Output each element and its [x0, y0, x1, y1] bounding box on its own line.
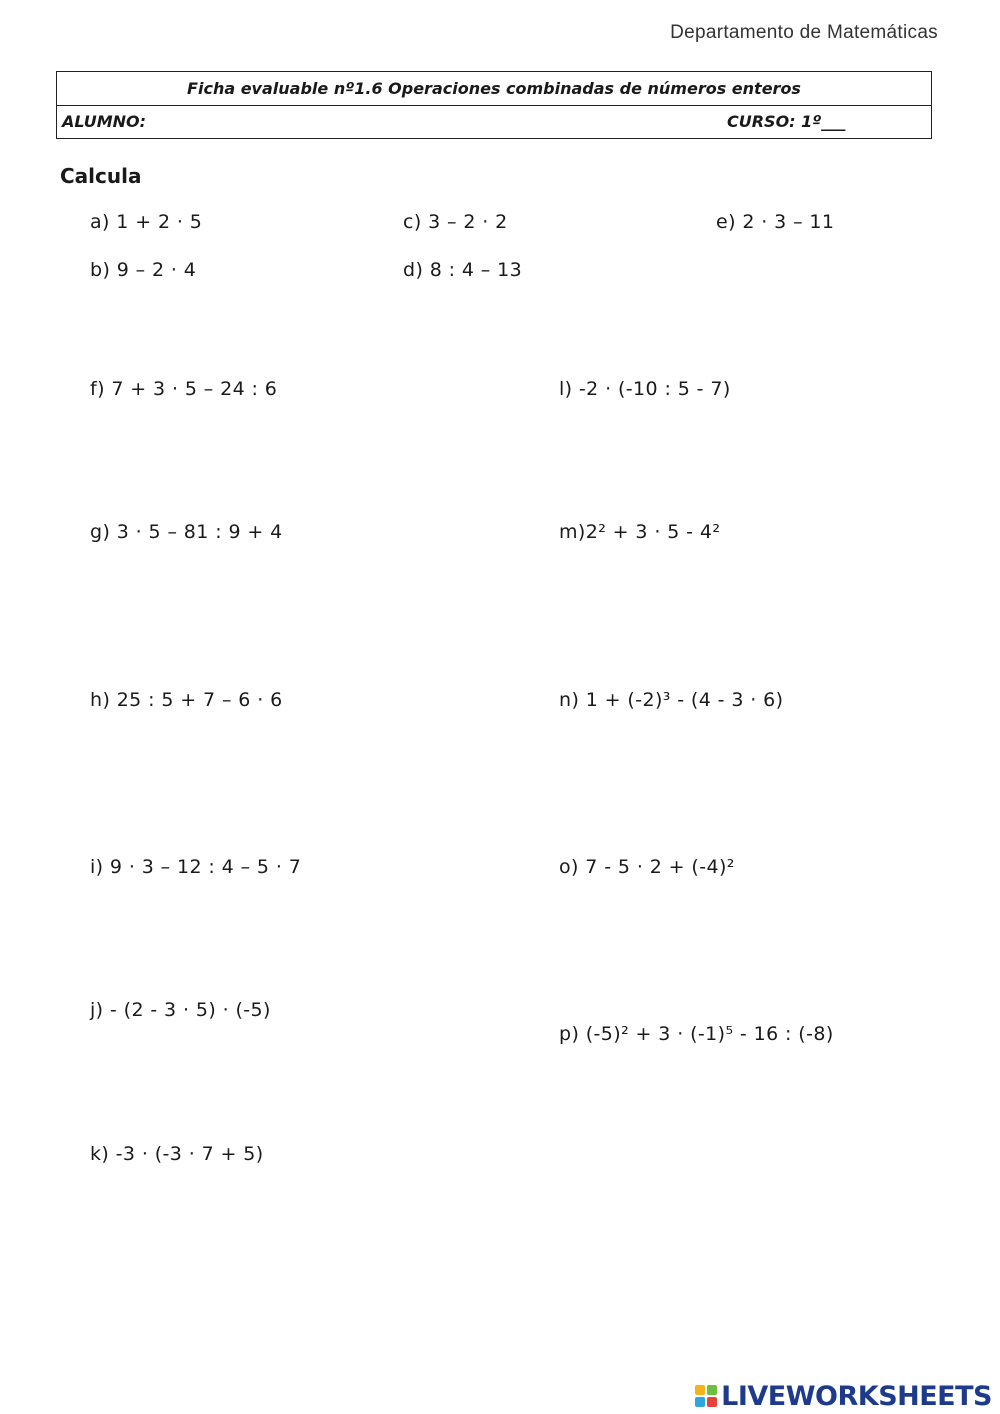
exercise-g: g) 3 · 5 – 81 : 9 + 4 — [90, 521, 283, 543]
worksheet-title: Ficha evaluable nº1.6 Operaciones combinadas de números enteros — [57, 72, 931, 106]
exercise-n: n) 1 + (-2)³ - (4 - 3 · 6) — [559, 689, 784, 711]
logo-square-3 — [695, 1397, 705, 1407]
course-label: CURSO: 1º___ — [727, 112, 846, 131]
exercise-l: l) -2 · (-10 : 5 - 7) — [559, 378, 731, 400]
exercise-b: b) 9 – 2 · 4 — [90, 259, 197, 281]
exercise-d: d) 8 : 4 – 13 — [403, 259, 523, 281]
logo-text: LIVEWORKSHEETS — [721, 1380, 992, 1412]
student-label: ALUMNO: — [62, 112, 147, 131]
exercise-o: o) 7 - 5 · 2 + (-4)² — [559, 856, 735, 878]
exercise-a: a) 1 + 2 · 5 — [90, 211, 203, 233]
exercise-p: p) (-5)² + 3 · (-1)⁵ - 16 : (-8) — [559, 1023, 834, 1045]
worksheet-header — [56, 71, 932, 139]
department-label: Departamento de Matemáticas — [670, 22, 938, 43]
logo-square-4 — [707, 1397, 717, 1407]
exercise-e: e) 2 · 3 – 11 — [716, 211, 835, 233]
logo-square-2 — [707, 1385, 717, 1395]
exercise-k: k) -3 · (-3 · 7 + 5) — [90, 1143, 264, 1165]
logo-square-1 — [695, 1385, 705, 1395]
exercise-h: h) 25 : 5 + 7 – 6 · 6 — [90, 689, 283, 711]
exercise-i: i) 9 · 3 – 12 : 4 – 5 · 7 — [90, 856, 302, 878]
exercise-m: m)2² + 3 · 5 - 4² — [559, 521, 721, 543]
exercise-j: j) - (2 - 3 · 5) · (-5) — [90, 999, 271, 1021]
logo-icon — [695, 1385, 717, 1407]
exercise-f: f) 7 + 3 · 5 – 24 : 6 — [90, 378, 278, 400]
liveworksheets-logo — [695, 1382, 992, 1410]
student-info-row — [57, 106, 931, 138]
section-title: Calcula — [60, 164, 142, 188]
exercise-c: c) 3 – 2 · 2 — [403, 211, 508, 233]
